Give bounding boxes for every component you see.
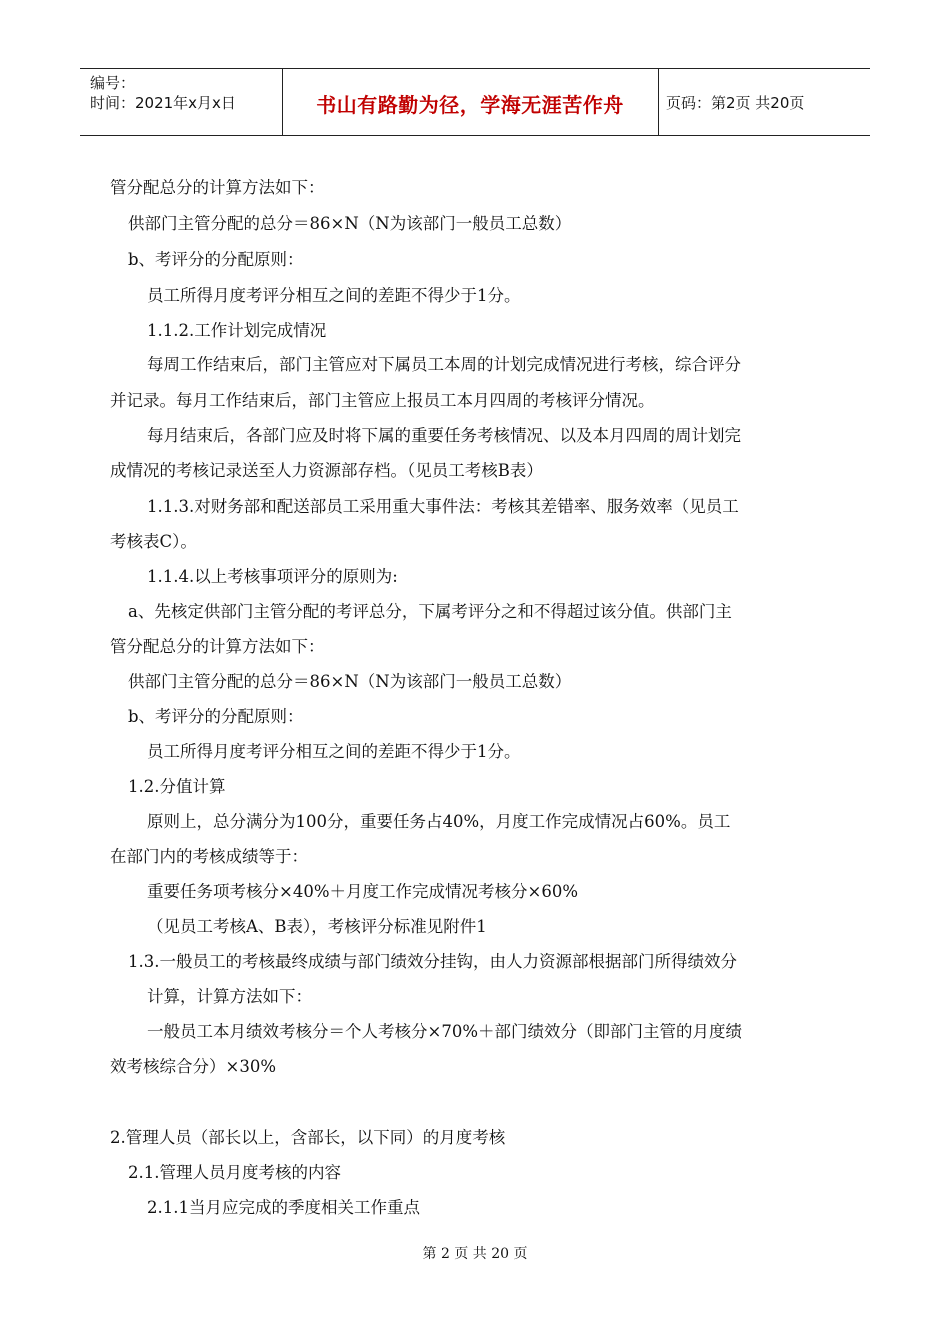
text-line: 每月结束后，各部门应及时将下属的重要任务考核情况、以及本月四周的周计划完 [147,426,741,445]
text-line: a、先核定供部门主管分配的考评总分，下属考评分之和不得超过该分值。供部门主 [128,602,732,621]
text-line: 2.1.管理人员月度考核的内容 [128,1163,341,1182]
text-line: 重要任务项考核分×40%＋月度工作完成情况考核分×60% [147,882,578,901]
header-divider [658,69,659,135]
text-line: 考核表C）。 [110,532,197,551]
text-line: 供部门主管分配的总分＝86×N（N为该部门一般员工总数） [128,214,572,233]
number-label: 编号： [90,74,136,92]
text-line: 员工所得月度考评分相互之间的差距不得少于1分。 [147,286,521,305]
text-line: 1.1.3.对财务部和配送部员工采用重大事件法：考核其差错率、服务效率（见员工 [147,497,739,516]
text-line: 每周工作结束后，部门主管应对下属员工本周的计划完成情况进行考核，综合评分 [147,355,741,374]
text-line: 管分配总分的计算方法如下： [110,178,325,197]
text-line: 1.1.4.以上考核事项评分的原则为: [147,567,398,586]
text-line: 在部门内的考核成绩等于： [110,847,308,866]
text-line: 1.3.一般员工的考核最终成绩与部门绩效分挂钩，由人力资源部根据部门所得绩效分 [128,952,737,971]
header-table [80,68,870,136]
text-line: 2.管理人员（部长以上，含部长，以下同）的月度考核 [110,1128,506,1147]
header-motto: 书山有路勤为径，学海无涯苦作舟 [316,92,624,117]
header-meta [90,73,280,113]
text-line: b、考评分的分配原则： [128,250,304,269]
text-line: 计算，计算方法如下： [147,987,312,1006]
text-line: 2.1.1当月应完成的季度相关工作重点 [147,1198,420,1217]
text-line: 员工所得月度考评分相互之间的差距不得少于1分。 [147,742,521,761]
text-line: 成情况的考核记录送至人力资源部存档。（见员工考核B表） [110,461,543,480]
text-line: 1.1.2.工作计划完成情况 [147,321,327,340]
text-line: 管分配总分的计算方法如下： [110,637,325,656]
text-line: 并记录。每月工作结束后，部门主管应上报员工本月四周的考核评分情况。 [110,391,655,410]
text-line: 一般员工本月绩效考核分＝个人考核分×70%＋部门绩效分（即部门主管的月度绩 [147,1022,742,1041]
header-page-number: 页码：第2页 共20页 [666,94,805,112]
text-line: 原则上，总分满分为100分，重要任务占40%，月度工作完成情况占60%。员工 [147,812,731,831]
text-line: b、考评分的分配原则： [128,707,304,726]
time-label: 时间：2021年x月x日 [90,94,236,112]
page-footer: 第 2 页 共 20 页 [422,1246,528,1262]
text-line: 供部门主管分配的总分＝86×N（N为该部门一般员工总数） [128,672,572,691]
text-line: 1.2.分值计算 [128,777,226,796]
text-line: （见员工考核A、B表），考核评分标准见附件1 [147,917,487,936]
text-line: 效考核综合分）×30% [110,1057,276,1076]
